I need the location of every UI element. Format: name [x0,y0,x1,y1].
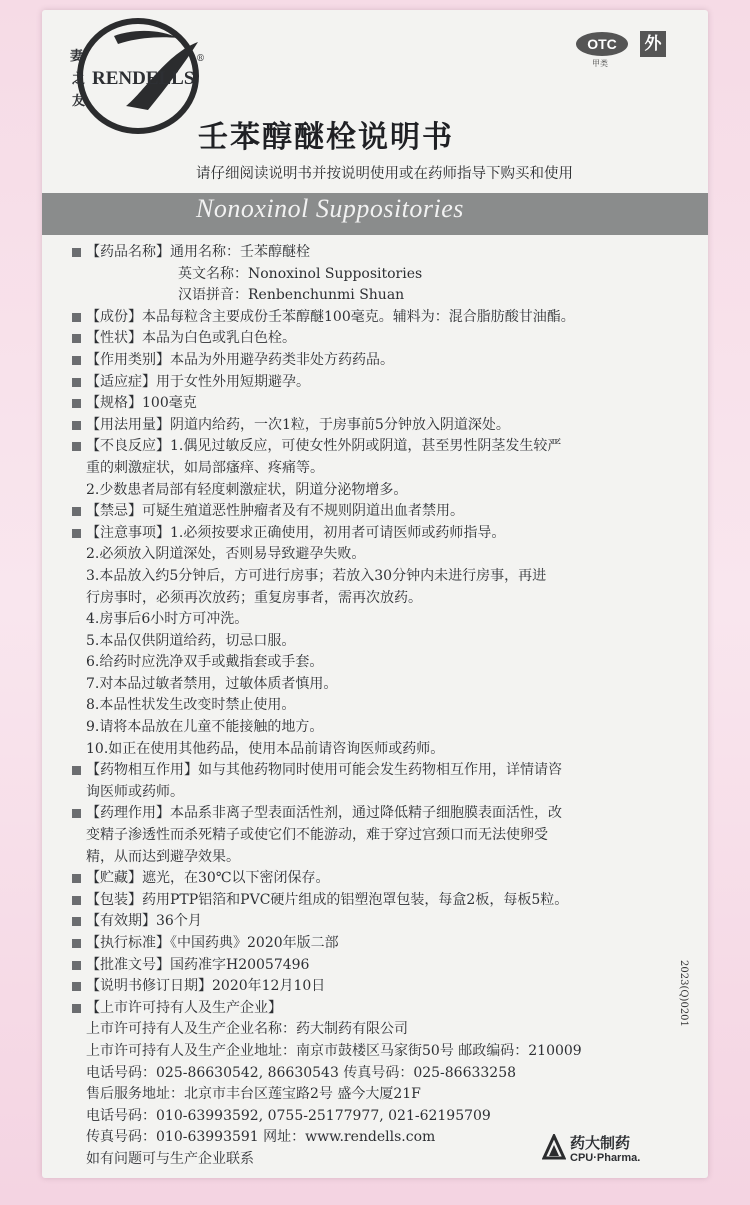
section-continuation: 5.本品仅供阴道给药，切忌口服。 [86,632,296,649]
section-heading: 【药品名称】 [86,244,170,260]
leaflet-line [72,695,702,717]
section-text: 36个月 [156,913,202,930]
logo-char-2: 之 [72,72,86,87]
section-text: 1.偶见过敏反应，可使女性外阴或阴道，甚至男性阴茎发生较严 [170,438,562,455]
leaflet-line [72,760,702,782]
section-continuation: 如有问题可与生产企业联系 [86,1150,254,1167]
section-continuation: 8.本品性状发生改变时禁止使用。 [86,697,296,714]
section-heading: 【说明书修订日期】 [86,978,212,995]
page-title: 壬苯醇醚栓说明书 [198,120,454,155]
leaflet-line [72,436,702,458]
section-continuation: 6.给药时应洗净双手或戴指套或手套。 [86,654,324,671]
section-heading: 【批准文号】 [86,956,170,973]
leaflet-line [72,350,702,372]
section-continuation: 精，从而达到避孕效果。 [86,848,240,865]
leaflet-line [72,1084,702,1106]
leaflet-content [72,242,702,1171]
section-heading: 【不良反应】 [86,438,170,455]
leaflet-line [72,566,702,588]
leaflet-line [72,242,702,264]
section-heading: 【包装】 [86,891,142,908]
leaflet-line [72,674,702,696]
section-heading: 【有效期】 [86,913,156,930]
square-bullet-icon [72,378,81,387]
section-heading: 【规格】 [86,395,142,412]
square-bullet-icon [72,874,81,883]
leaflet-line [72,1041,702,1063]
side-version-code: 2023(Q)0201 [678,960,689,1027]
section-heading: 【药物相互作用】 [86,762,198,779]
otc-badge: OTC [576,32,628,56]
square-bullet-icon [72,961,81,970]
section-heading: 【药理作用】 [86,805,170,822]
section-text: 如与其他药物同时使用可能会发生药物相互作用，详情请咨 [198,762,562,779]
leaflet-line [72,372,702,394]
section-continuation: 重的刺激症状，如局部瘙痒、疼痛等。 [86,459,324,476]
leaflet-line [72,933,702,955]
leaflet-line [72,501,702,523]
square-bullet-icon [72,399,81,408]
section-text: 本品为白色或乳白色栓。 [142,330,296,347]
leaflet-line [72,631,702,653]
section-text: 1.必须按要求正确使用，初用者可请医师或药师指导。 [170,524,506,541]
leaflet-line [72,998,702,1020]
section-heading: 【性状】 [86,330,142,347]
square-bullet-icon [72,766,81,775]
leaflet-line [72,523,702,545]
square-bullet-icon [72,248,81,257]
section-text: 可疑生殖道恶性肿瘤者及有不规则阴道出血者禁用。 [142,503,464,520]
section-heading: 【上市许可持有人及生产企业】 [86,999,282,1016]
leaflet-line [72,588,702,610]
section-text: 100毫克 [142,395,197,412]
section-continuation: 行房事时，必须再次放药；重复房事者，需再次放药。 [86,589,422,606]
maker-name-cn: 药大制药 [570,1134,631,1152]
section-text: 用于女性外用短期避孕。 [156,373,310,390]
section-heading: 【禁忌】 [86,503,142,520]
leaflet-line [72,847,702,869]
section-continuation: 9.请将本品放在儿童不能接触的地方。 [86,719,324,736]
square-bullet-icon [72,982,81,991]
cpu-pharma-icon [542,1134,566,1162]
registered-mark: ® [196,54,205,64]
section-continuation: 7.对本品过敏者禁用，过敏体质者慎用。 [86,675,338,692]
section-continuation: 上市许可持有人及生产企业地址：南京市鼓楼区马家街50号 邮政编码：210009 [86,1042,582,1059]
section-text: 本品每粒含主要成份壬苯醇醚100毫克。辅料为：混合脂肪酸甘油酯。 [142,308,575,325]
leaflet-line [72,955,702,977]
leaflet-line [72,307,702,329]
section-text: 国药准字H20057496 [170,956,310,973]
square-bullet-icon [72,442,81,451]
section-text: 本品系非离子型表面活性剂，通过降低精子细胞膜表面活性，改 [170,805,562,822]
section-continuation: 电话号码：025-86630542, 86630543 传真号码：025-86633258 [86,1064,517,1081]
square-bullet-icon [72,809,81,818]
section-text: 遮光，在30℃以下密闭保存。 [142,870,330,887]
leaflet-line [72,480,702,502]
logo-char-1: 妻 [70,49,84,64]
external-use-badge: 外 [640,31,666,57]
leaflet-line [72,652,702,674]
section-continuation: 10.如正在使用其他药品，使用本品前请咨询医师或药师。 [86,740,445,757]
section-continuation: 2.少数患者局部有轻度刺激症状，阴道分泌物增多。 [86,481,408,498]
section-text: 药用PTP铝箔和PVC硬片组成的铝塑泡罩包装，每盒2板，每板5粒。 [142,891,569,908]
leaflet-line [72,609,702,631]
section-heading: 【贮藏】 [86,870,142,887]
brand-name: RENDELLS [92,68,195,89]
section-heading: 【注意事项】 [86,524,170,541]
leaflet-line [72,544,702,566]
section-continuation: 电话号码：010-63993592, 0755-25177977, 021-62195709 [86,1107,491,1124]
section-heading: 【用法用量】 [86,416,170,433]
square-bullet-icon [72,1004,81,1013]
leaflet-line [72,285,702,307]
section-heading: 【适应症】 [86,373,156,390]
section-continuation: 传真号码：010-63993591 网址：www.rendells.com [86,1129,436,1146]
section-text: 英文名称：Nonoxinol Suppositories [178,265,423,282]
leaflet-line [72,1106,702,1128]
leaflet-line [72,803,702,825]
section-text: 《中国药典》2020年版二部 [170,935,339,951]
section-heading: 【作用类别】 [86,351,170,368]
leaflet-line [72,1019,702,1041]
section-text: 汉语拼音：Renbenchunmi Shuan [178,287,405,304]
square-bullet-icon [72,334,81,343]
leaflet-line [72,458,702,480]
leaflet-line [72,1063,702,1085]
section-continuation: 询医师或药师。 [86,783,184,800]
section-text: 阴道内给药，一次1粒，于房事前5分钟放入阴道深处。 [170,416,510,433]
maker-logo [542,1130,672,1170]
leaflet-line [72,911,702,933]
logo-char-3: 友 [72,94,86,109]
section-continuation: 上市许可持有人及生产企业名称：药大制药有限公司 [86,1021,408,1038]
section-continuation: 售后服务地址：北京市丰台区莲宝路2号 盛今大厦21F [86,1086,421,1103]
leaflet-line [72,782,702,804]
square-bullet-icon [72,421,81,430]
english-name-banner-text: Nonoxinol Suppositories [196,194,464,223]
section-heading: 【执行标准】 [86,935,170,951]
square-bullet-icon [72,529,81,538]
section-continuation: 4.房事后6小时方可冲洗。 [86,611,249,628]
leaflet-line [72,415,702,437]
leaflet-line [72,393,702,415]
page-subtitle: 请仔细阅读说明书并按说明使用或在药师指导下购买和使用 [196,166,573,182]
section-continuation: 变精子渗透性而杀死精子或使它们不能游动，难于穿过宫颈口而无法使卵受 [86,827,548,844]
leaflet-paper [42,10,708,1178]
square-bullet-icon [72,313,81,322]
otc-class-label: 甲类 [592,59,608,68]
leaflet-line [72,328,702,350]
leaflet-line [72,739,702,761]
section-text: 通用名称：壬苯醇醚栓 [170,244,310,260]
section-continuation: 2.必须放入阴道深处，否则易导致避孕失败。 [86,546,366,563]
section-text: 本品为外用避孕药类非处方药药品。 [170,351,394,368]
square-bullet-icon [72,356,81,365]
maker-name-en: CPU·Pharma. [570,1152,641,1164]
square-bullet-icon [72,917,81,926]
square-bullet-icon [72,939,81,948]
section-text: 2020年12月10日 [212,978,326,995]
leaflet-line [72,825,702,847]
square-bullet-icon [72,896,81,905]
section-heading: 【成份】 [86,308,142,325]
leaflet-line [72,890,702,912]
leaflet-line [72,868,702,890]
leaflet-line [72,264,702,286]
leaflet-line [72,717,702,739]
section-continuation: 3.本品放入约5分钟后，方可进行房事；若放入30分钟内未进行房事，再进 [86,567,547,584]
leaflet-line [72,976,702,998]
square-bullet-icon [72,507,81,516]
